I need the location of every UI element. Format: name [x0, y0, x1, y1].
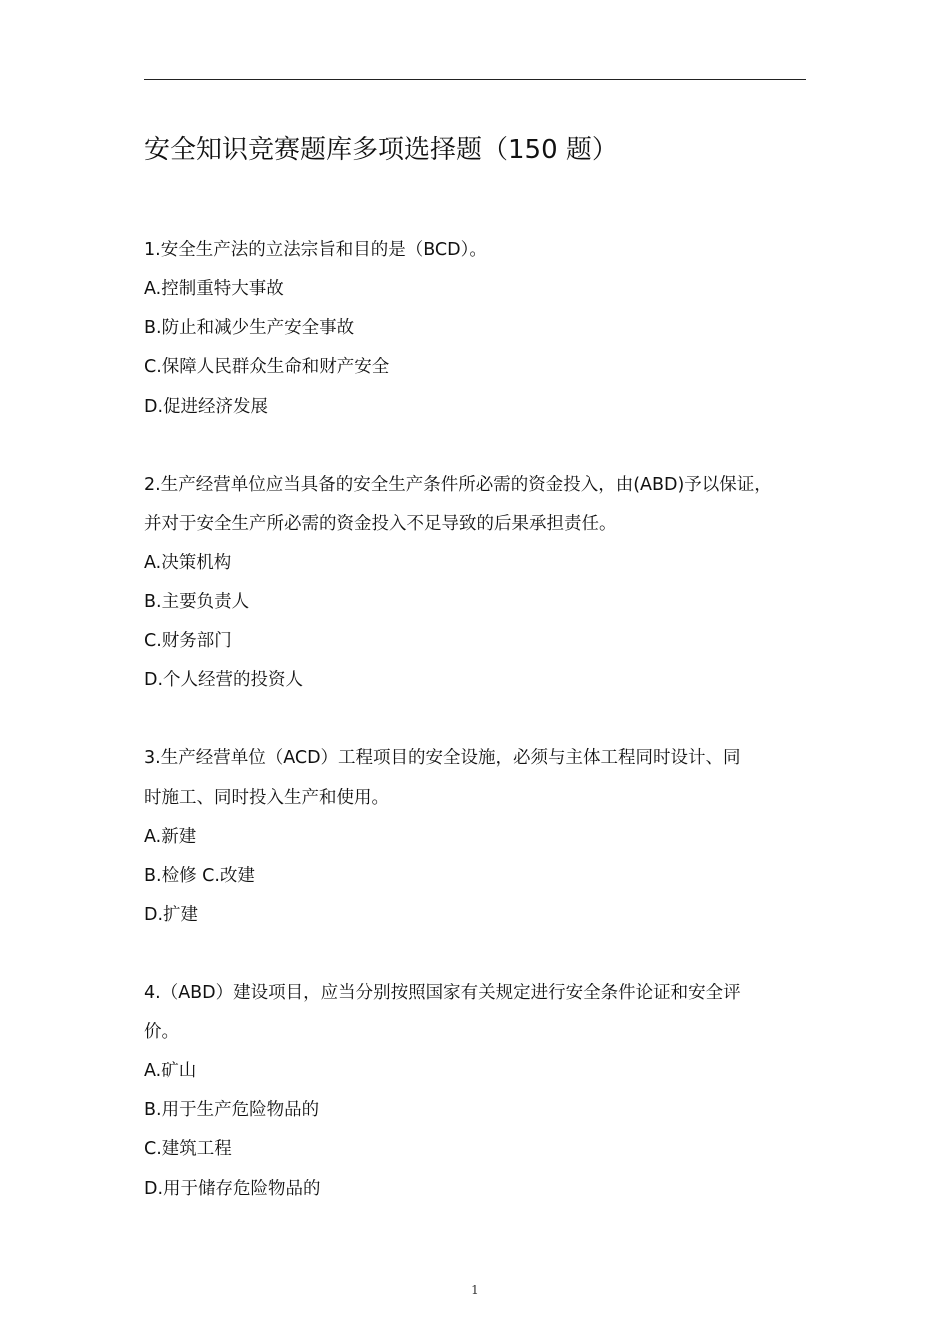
question-3-stem-line-2: 时施工、同时投入生产和使用。 [144, 788, 389, 808]
question-3-option-a: A.新建 [144, 827, 197, 847]
question-2-stem-line-2: 并对于安全生产所必需的资金投入不足导致的后果承担责任。 [144, 514, 617, 534]
page-number: 1 [471, 1283, 479, 1297]
question-4-stem-line-2: 价。 [144, 1022, 179, 1042]
question-3-option-d: D.扩建 [144, 905, 199, 925]
question-2-option-d: D.个人经营的投资人 [144, 670, 304, 690]
question-1-stem: 1.安全生产法的立法宗旨和目的是（BCD）。 [144, 240, 487, 260]
document-title: 安全知识竞赛题库多项选择题（150 题） [144, 135, 618, 165]
header-rule [144, 79, 806, 80]
question-3-stem-line-1: 3.生产经营单位（ACD）工程项目的安全设施，必须与主体工程同时设计、同 [144, 748, 741, 768]
question-2-stem-line-1: 2.生产经营单位应当具备的安全生产条件所必需的资金投入，由(ABD)予以保证， [144, 475, 772, 495]
question-4-stem-line-1: 4.（ABD）建设项目，应当分别按照国家有关规定进行安全条件论证和安全评 [144, 983, 741, 1003]
question-1-option-b: B.防止和减少生产安全事故 [144, 318, 355, 338]
question-4-option-b: B.用于生产危险物品的 [144, 1100, 320, 1120]
question-4-option-d: D.用于储存危险物品的 [144, 1179, 321, 1199]
question-2-option-a: A.决策机构 [144, 553, 232, 573]
question-1-option-c: C.保障人民群众生命和财产安全 [144, 357, 390, 377]
question-4-option-c: C.建筑工程 [144, 1139, 232, 1159]
question-3-option-b-c: B.检修 C.改建 [144, 866, 255, 886]
question-4-option-a: A.矿山 [144, 1061, 197, 1081]
question-2-option-b: B.主要负责人 [144, 592, 250, 612]
question-2-option-c: C.财务部门 [144, 631, 232, 651]
question-1-option-a: A.控制重特大事故 [144, 279, 284, 299]
question-1-option-d: D.促进经济发展 [144, 397, 269, 417]
